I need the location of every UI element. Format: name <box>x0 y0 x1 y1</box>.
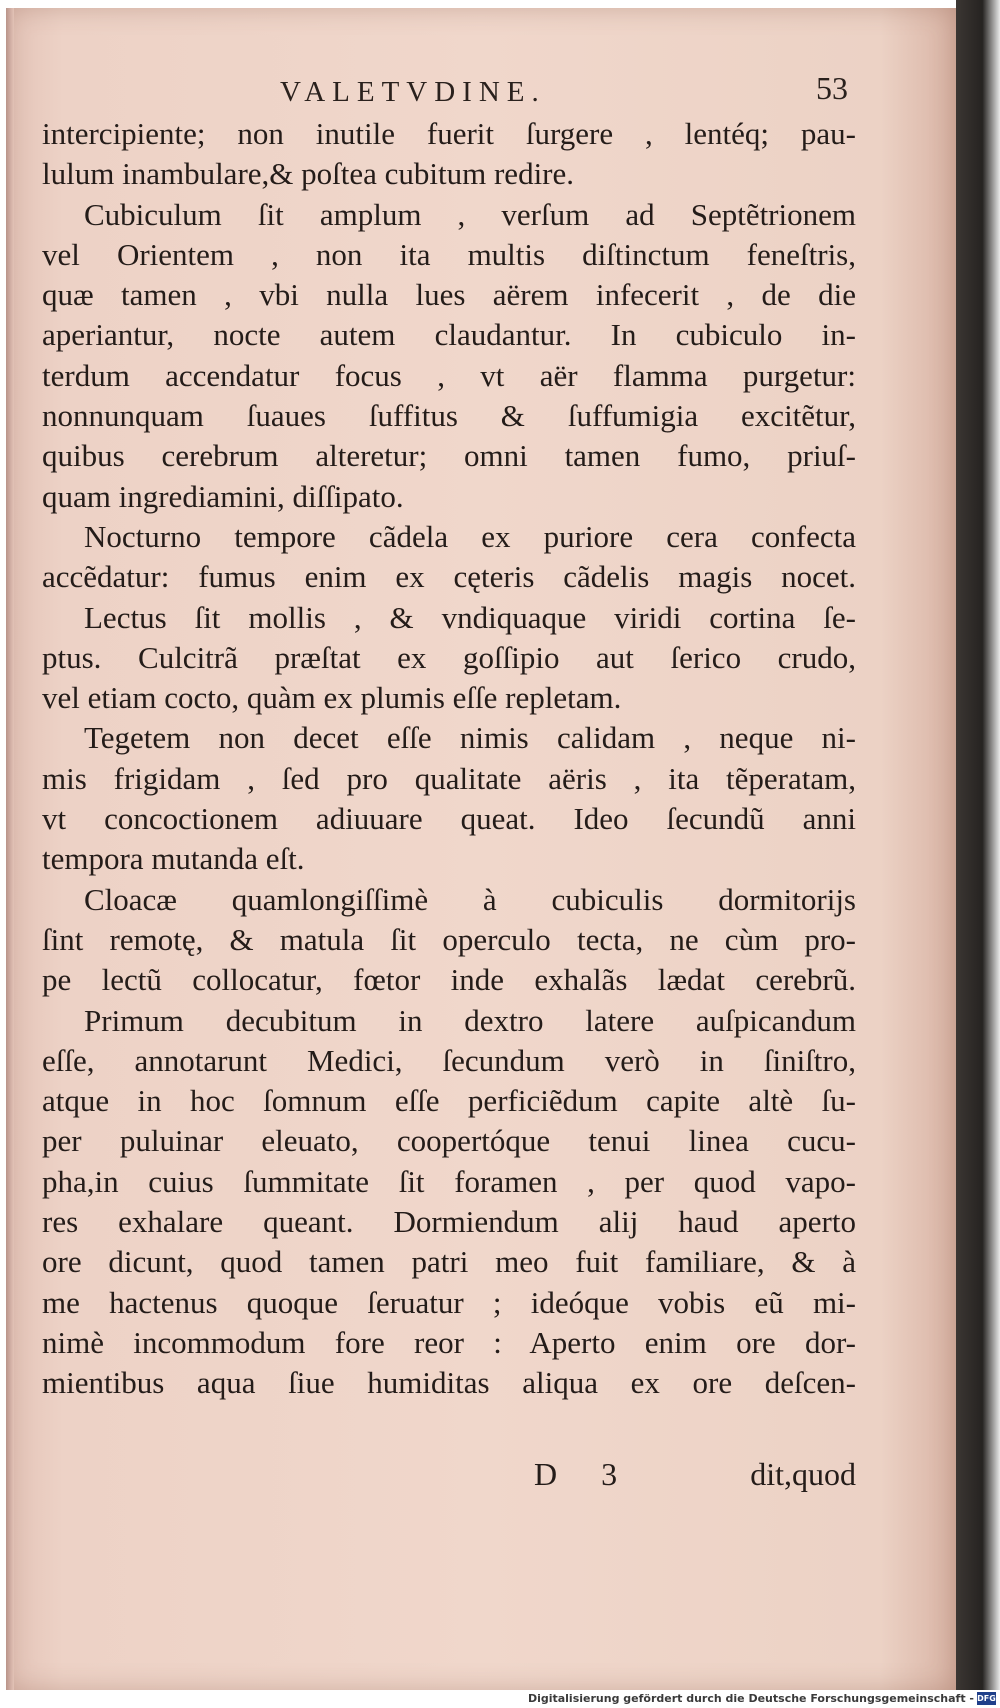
text-line: nimè incommodum fore reor : Aperto enim ore dor- <box>42 1324 856 1360</box>
text-line: nonnunquam ſuaues ſuffitus & ſuffumigia excitẽtur, <box>42 398 856 434</box>
text-line: accẽdatur: fumus enim ex cęteris cãdelis magis nocet. <box>42 559 856 595</box>
text-line: Tegetem non decet eſſe nimis calidam , neque ni- <box>84 720 856 756</box>
page-edge <box>6 8 14 1690</box>
text-line: mientibus aqua ſiue humiditas aliqua ex ore deſcen- <box>42 1365 856 1401</box>
text-line: quæ tamen , vbi nulla lues aërem infecerit , de die <box>42 277 856 313</box>
text-line: Cubiculum ſit amplum , verſum ad Septẽtrionem <box>84 196 856 232</box>
credit-bar <box>0 1690 1000 1708</box>
page-footer <box>42 1456 856 1502</box>
body-text <box>42 114 856 1404</box>
text-line: intercipiente; non inutile fuerit ſurgere , lentéq; pau- <box>42 116 856 151</box>
text-line: Lectus ſit mollis , & vndiquaque viridi cortina ſe- <box>84 599 856 635</box>
text-line: terdum accendatur focus , vt aër flamma purgetur: <box>42 357 856 393</box>
text-line: ore dicunt, quod tamen patri meo fuit familiare, & à <box>42 1244 856 1280</box>
text-line: me hactenus quoque ſeruatur ; ideóque vobis eũ mi- <box>42 1284 856 1320</box>
text-line: ſint remotę, & matula ſit operculo tecta, ne cùm pro- <box>42 921 856 957</box>
signature-mark: D 3 <box>534 1456 636 1492</box>
funding-credit: Digitalisierung gefördert durch die Deutsche Forschungsgemeinschaft - <box>527 1692 974 1705</box>
text-line: eſſe, annotarunt Medici, ſecundum verò in ſiniſtro, <box>42 1042 856 1078</box>
dfg-logo: DFG <box>977 1694 996 1703</box>
text-line: Cloacæ quamlongiſſimè à cubiculis dormitorijs <box>84 881 856 917</box>
text-line: Primum decubitum in dextro latere auſpicandum <box>84 1002 856 1038</box>
text-line: vel Orientem , non ita multis diſtinctum feneſtris, <box>42 236 856 272</box>
text-line: mis frigidam , ſed pro qualitate aëris , ita tẽperatam, <box>42 760 856 796</box>
catchword: dit,quod <box>750 1456 856 1492</box>
book-spine-edge <box>956 0 1000 1690</box>
page-header <box>44 70 856 114</box>
text-line: tempora mutanda eſt. <box>42 841 305 877</box>
text-line: per puluinar eleuato, coopertóque tenui linea cucu- <box>42 1123 856 1159</box>
text-line: quam ingrediamini, diſſipato. <box>42 478 404 514</box>
page-number: 53 <box>816 70 848 106</box>
running-head: VALETVDINE. <box>280 76 546 108</box>
text-line: vel etiam cocto, quàm ex plumis eſſe repletam. <box>42 680 622 716</box>
text-line: atque in hoc ſomnum eſſe perficiẽdum capite altè ſu- <box>42 1083 856 1119</box>
text-line: pha,in cuius ſummitate ſit foramen , per quod vapo- <box>42 1163 856 1199</box>
text-line: ptus. Culcitrã præſtat ex goſſipio aut ſerico crudo, <box>42 639 856 675</box>
text-line: aperiantur, nocte autem claudantur. In cubiculo in- <box>42 317 856 353</box>
text-line: res exhalare queant. Dormiendum alij haud aperto <box>42 1204 856 1240</box>
text-line: quibus cerebrum alteretur; omni tamen fumo, priuſ- <box>42 438 856 474</box>
text-line: Nocturno tempore cãdela ex puriore cera confecta <box>84 518 856 554</box>
text-line: pe lectũ collocatur, fœtor inde exhalãs lædat cerebrũ. <box>42 962 856 998</box>
book-page <box>6 8 960 1690</box>
text-line: lulum inambulare,& poſtea cubitum redire. <box>42 156 575 192</box>
text-line: vt concoctionem adiuuare queat. Ideo ſecundũ anni <box>42 801 856 837</box>
